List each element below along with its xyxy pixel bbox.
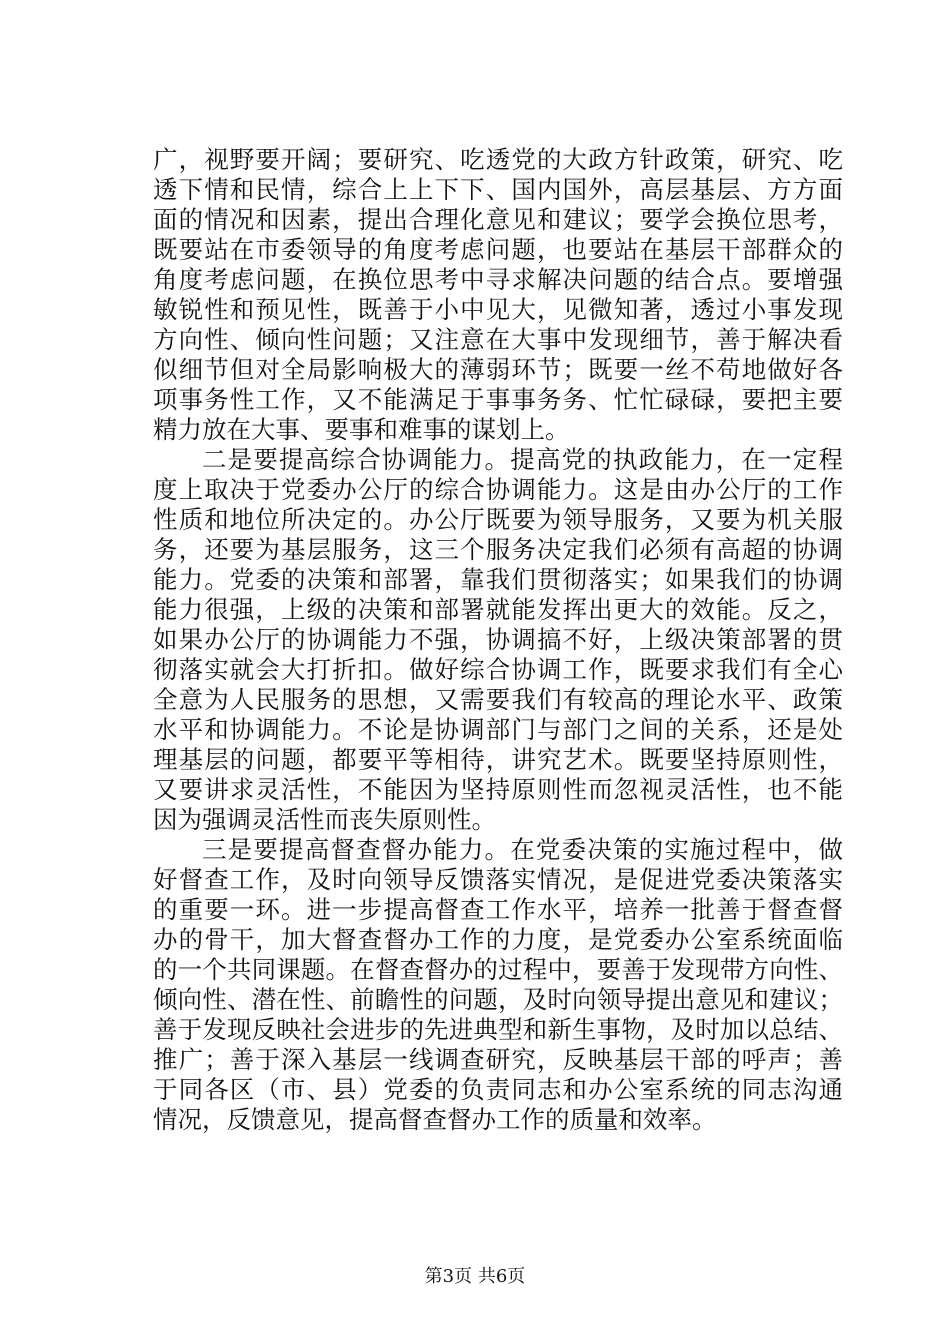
text-line: 务，还要为基层服务，这三个服务决定我们必须有高超的协调: [153, 535, 843, 564]
text-line: 既要站在市委领导的角度考虑问题，也要站在基层干部群众的: [153, 235, 843, 264]
text-line: 三是要提高督查督办能力。在党委决策的实施过程中，做: [202, 835, 843, 864]
text-line: 因为强调灵活性而丧失原则性。: [153, 805, 496, 834]
text-line: 理基层的问题，都要平等相待，讲究艺术。既要坚持原则性，: [153, 745, 843, 774]
text-line: 方向性、倾向性问题；又注意在大事中发现细节，善于解决看: [153, 325, 843, 354]
text-line: 的一个共同课题。在督查督办的过程中，要善于发现带方向性、: [153, 955, 843, 984]
text-line: 于同各区（市、县）党委的负责同志和办公室系统的同志沟通: [153, 1075, 843, 1104]
text-line: 角度考虑问题，在换位思考中寻求解决问题的结合点。要增强: [153, 265, 843, 294]
text-line: 如果办公厅的协调能力不强，协调搞不好，上级决策部署的贯: [153, 625, 843, 654]
text-line: 办的骨干，加大督查督办工作的力度，是党委办公室系统面临: [153, 925, 843, 954]
text-line: 能力很强，上级的决策和部署就能发挥出更大的效能。反之，: [153, 595, 843, 624]
body-text: [153, 145, 843, 1135]
text-line: 广，视野要开阔；要研究、吃透党的大政方针政策，研究、吃: [153, 145, 843, 174]
text-line: 水平和协调能力。不论是协调部门与部门之间的关系，还是处: [153, 715, 843, 744]
page-number: 第3页 共6页: [424, 1266, 526, 1287]
text-line: 透下情和民情，综合上上下下、国内国外，高层基层、方方面: [153, 175, 843, 204]
text-line: 又要讲求灵活性，不能因为坚持原则性而忽视灵活性，也不能: [153, 775, 843, 804]
text-line: 项事务性工作，又不能满足于事事务务、忙忙碌碌，要把主要: [153, 385, 843, 414]
text-line: 精力放在大事、要事和难事的谋划上。: [153, 415, 570, 444]
text-line: 的重要一环。进一步提高督查工作水平，培养一批善于督查督: [153, 895, 843, 924]
text-line: 二是要提高综合协调能力。提高党的执政能力，在一定程: [202, 445, 843, 474]
text-line: 面的情况和因素，提出合理化意见和建议；要学会换位思考，: [153, 205, 843, 234]
text-line: 能力。党委的决策和部署，靠我们贯彻落实；如果我们的协调: [153, 565, 843, 594]
text-line: 似细节但对全局影响极大的薄弱环节；既要一丝不苟地做好各: [153, 355, 843, 384]
text-line: 全意为人民服务的思想，又需要我们有较高的理论水平、政策: [153, 685, 843, 714]
text-line: 敏锐性和预见性，既善于小中见大，见微知著，透过小事发现: [153, 295, 843, 324]
text-line: 性质和地位所决定的。办公厅既要为领导服务，又要为机关服: [153, 505, 843, 534]
text-line: 倾向性、潜在性、前瞻性的问题，及时向领导提出意见和建议；: [153, 985, 843, 1014]
text-line: 推广；善于深入基层一线调查研究，反映基层干部的呼声；善: [153, 1045, 843, 1074]
text-line: 好督查工作，及时向领导反馈落实情况，是促进党委决策落实: [153, 865, 843, 894]
text-line: 彻落实就会大打折扣。做好综合协调工作，既要求我们有全心: [153, 655, 843, 684]
text-line: 度上取决于党委办公厅的综合协调能力。这是由办公厅的工作: [153, 475, 843, 504]
text-line: 善于发现反映社会进步的先进典型和新生事物，及时加以总结、: [153, 1015, 843, 1044]
text-line: 情况，反馈意见，提高督查督办工作的质量和效率。: [153, 1105, 717, 1134]
